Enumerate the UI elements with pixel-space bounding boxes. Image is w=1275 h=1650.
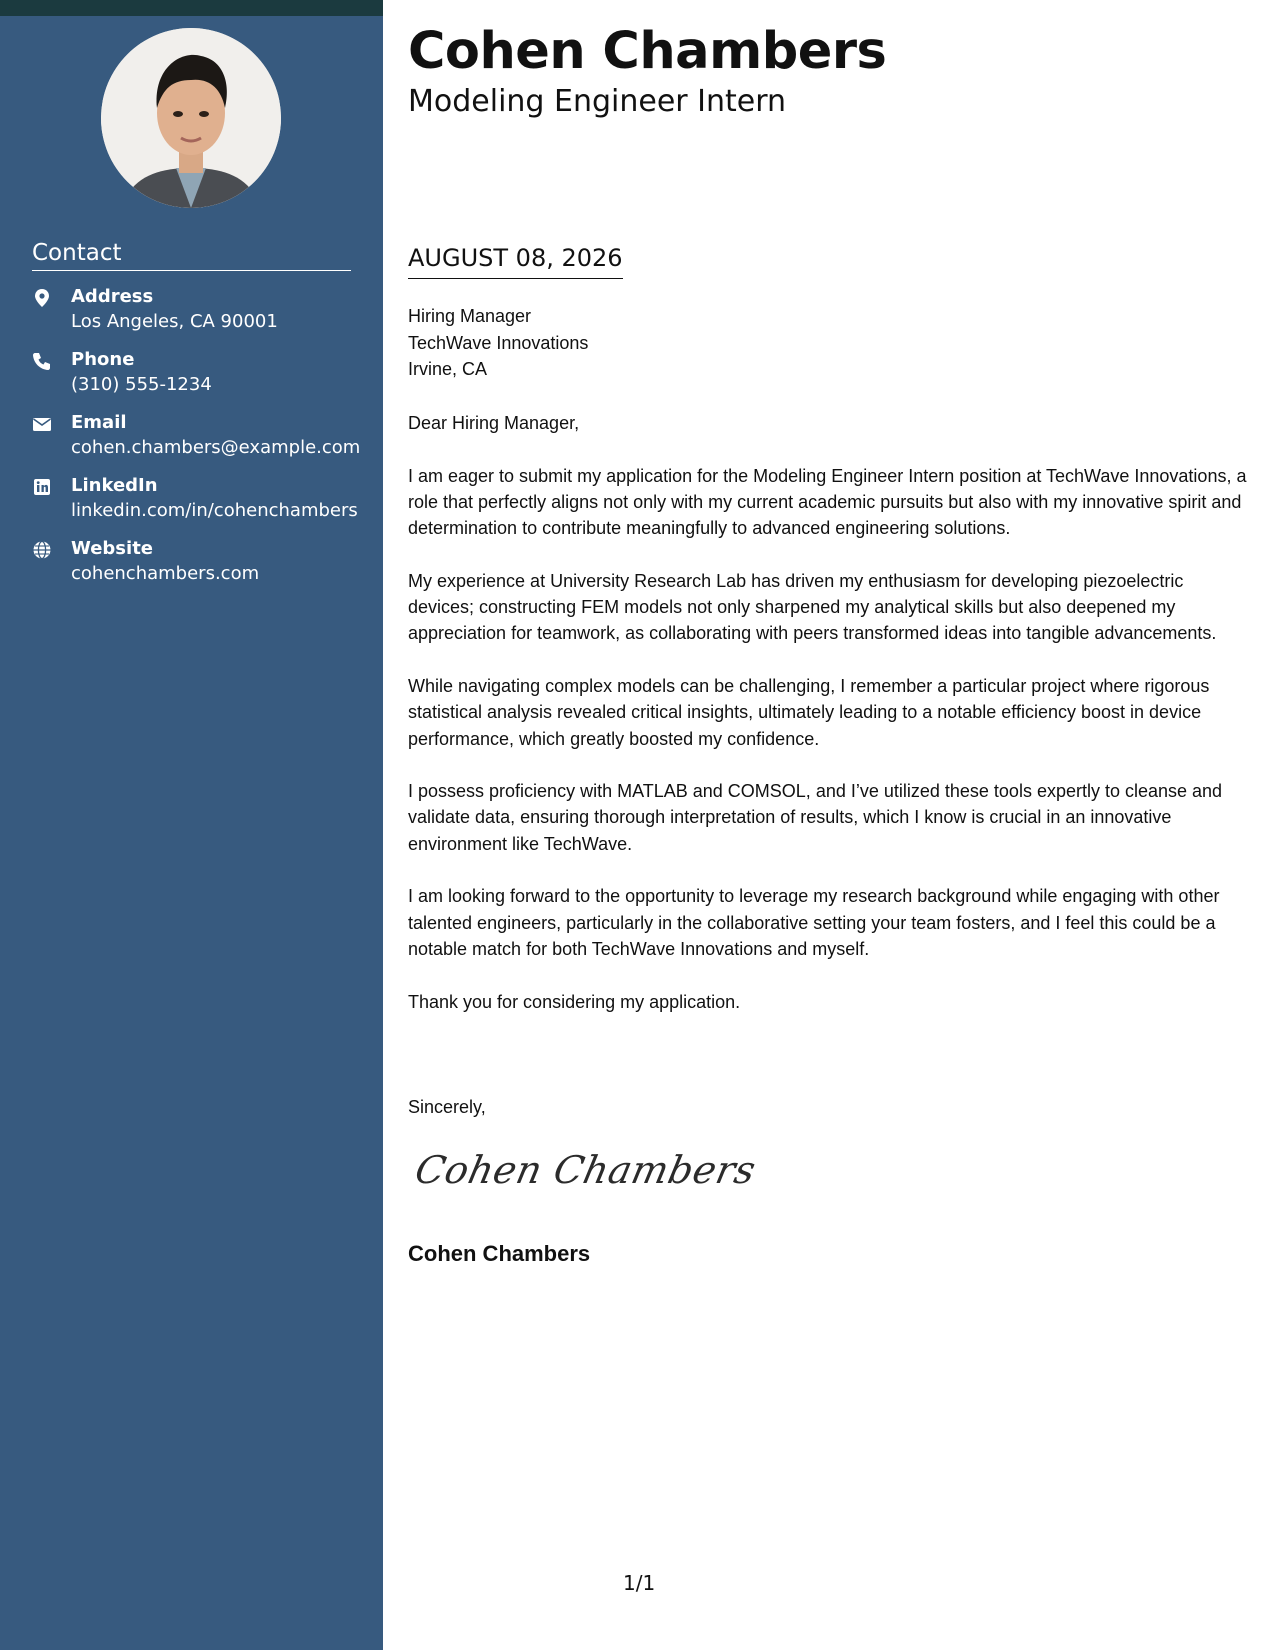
recipient-line: Hiring Manager	[408, 306, 532, 326]
body-paragraph: I possess proficiency with MATLAB and COMSOL, and I’ve utilized these tools expertly to cleanse and validate data, ensuring thorough interpretation of results, which I know is crucial in an innovative environment like TechWave.	[408, 781, 1223, 854]
applicant-name: Cohen Chambers	[408, 22, 887, 81]
contact-label: LinkedIn	[71, 475, 158, 496]
recipient-line: TechWave Innovations	[408, 332, 589, 353]
contact-label: Email	[71, 412, 127, 433]
globe-icon	[32, 540, 56, 564]
letter-date: AUGUST 08, 2026	[408, 244, 623, 279]
contact-value: (310) 555-1234	[71, 374, 212, 395]
body-paragraph: While navigating complex models can be challenging, I remember a particular project where rigorous statistical analysis revealed critical insights, ultimately leading to a notable efficiency boost in device performance, which greatly boosted my confidence.	[408, 675, 1210, 749]
profile-photo	[101, 28, 281, 208]
body-paragraph: I am looking forward to the opportunity to leverage my research background while engaging with other talented engineers, particularly in the collaborative setting your team fosters, and I feel this could be a notable match for both TechWave Innovations and myself.	[408, 886, 1220, 959]
contact-value: cohenchambers.com	[71, 563, 260, 584]
recipient-block	[408, 303, 588, 383]
contact-address	[32, 286, 362, 336]
body-paragraph: Thank you for considering my application.	[408, 991, 741, 1012]
contact-website	[32, 538, 362, 588]
avatar	[101, 28, 281, 208]
contact-linkedin	[32, 475, 362, 525]
page-number: 1/1	[623, 1571, 656, 1595]
body-paragraph: I am eager to submit my application for the Modeling Engineer Intern position at TechWave Innovations, a role that perfectly aligns not only with my current academic pursuits but also with my innovative spirit and determination to contribute meaningfully to advanced engineering solutions.	[408, 465, 1247, 539]
contact-email	[32, 412, 362, 462]
envelope-icon	[32, 414, 56, 438]
letter-body	[408, 410, 1248, 1041]
contact-value: Los Angeles, CA 90001	[71, 311, 278, 332]
contact-heading: Contact	[32, 240, 351, 271]
linkedin-icon	[32, 477, 56, 501]
job-title: Modeling Engineer Intern	[408, 84, 787, 119]
sidebar-top-bar	[0, 0, 383, 16]
recipient-line: Irvine, CA	[408, 359, 488, 379]
map-pin-icon	[32, 288, 56, 312]
contact-label: Address	[71, 286, 154, 307]
sidebar	[0, 0, 383, 1650]
body-paragraph: My experience at University Research Lab has driven my enthusiasm for developing piezoelectric devices; constructing FEM models not only sharpened my analytical skills but also deepened my appreciation for teamwork, as collaborating with peers transformed ideas into tangible advancements.	[408, 570, 1217, 644]
contact-value: cohen.chambers@example.com	[71, 437, 361, 458]
salutation: Dear Hiring Manager,	[408, 413, 580, 433]
closing: Sincerely,	[408, 1097, 486, 1117]
contact-label: Phone	[71, 349, 135, 370]
handwritten-signature: Cohen Chambers	[411, 1148, 760, 1192]
contact-phone	[32, 349, 362, 399]
signer-name: Cohen Chambers	[408, 1241, 591, 1266]
contact-label: Website	[71, 538, 154, 559]
phone-icon	[32, 351, 56, 375]
contact-value: linkedin.com/in/cohenchambers	[71, 500, 358, 521]
